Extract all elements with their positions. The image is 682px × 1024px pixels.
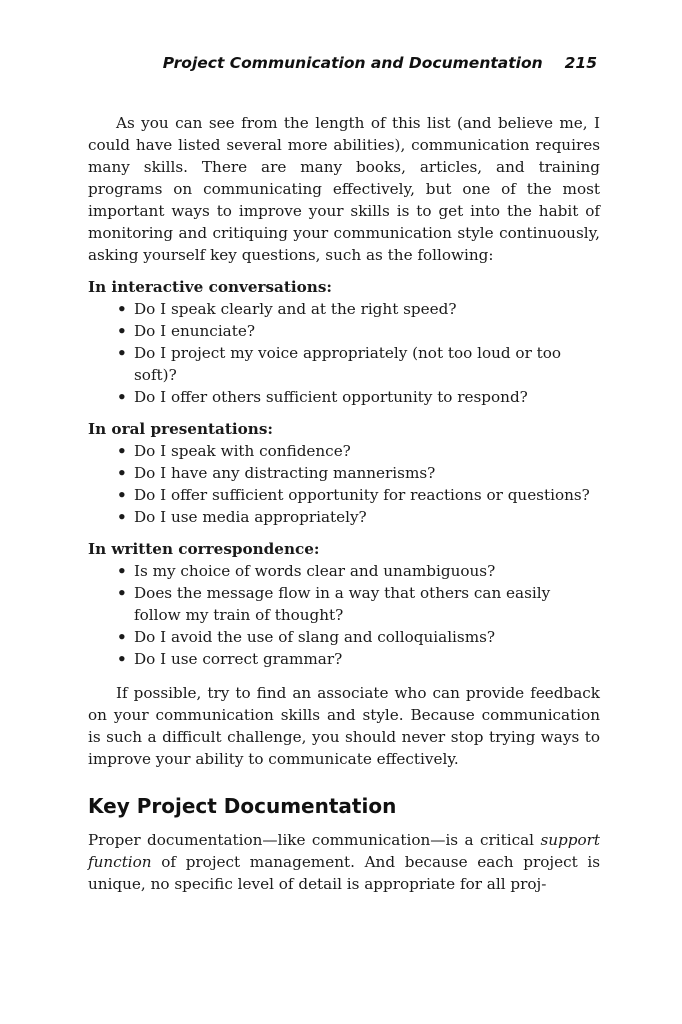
list-item: [88, 386, 600, 408]
list-item: [88, 582, 600, 626]
section-text-italic: support function: [88, 831, 600, 871]
question-group: [88, 276, 600, 408]
bullet-icon: •: [117, 628, 127, 646]
bullet-icon: •: [117, 650, 127, 668]
question-group: [88, 418, 600, 528]
list-item-text: Do I avoid the use of slang and colloquialisms?: [134, 628, 496, 646]
list-item-text: Do I speak with confidence?: [134, 442, 351, 460]
list-item-text: Do I have any distracting mannerisms?: [134, 464, 436, 482]
bullet-icon: •: [117, 442, 127, 460]
running-head: [0, 54, 597, 72]
bullet-icon: •: [117, 562, 127, 580]
list-item: [88, 484, 600, 506]
group-heading: In written correspondence:: [88, 540, 320, 558]
bullet-list: [88, 560, 600, 670]
list-item: [88, 626, 600, 648]
section-paragraph: [88, 829, 600, 895]
list-item-text: Do I speak clearly and at the right speed?: [134, 300, 457, 318]
running-title: Project Communication and Documentation: [162, 54, 543, 72]
bullet-icon: •: [117, 322, 127, 340]
question-group: [88, 538, 600, 670]
body-text: [88, 112, 600, 895]
list-item: [88, 320, 600, 342]
bullet-list: [88, 440, 600, 528]
bullet-icon: •: [117, 584, 127, 602]
section-heading: Key Project Documentation: [88, 794, 397, 818]
list-item: [88, 298, 600, 320]
bullet-icon: •: [117, 388, 127, 406]
list-item-text: Is my choice of words clear and unambiguous?: [134, 562, 496, 580]
list-item-text: Do I use correct grammar?: [134, 650, 343, 668]
section-text-end: of project management. And because each project is unique, no specific level of detail is appropriate for all proj-: [88, 853, 600, 893]
closing-paragraph: If possible, try to find an associate who can provide feedback on your communication skills and style. Because communication is such a difficult challenge, you should never stop trying ways to improve your ability to communicate effectively.: [88, 684, 600, 768]
bullet-icon: •: [117, 486, 127, 504]
bullet-icon: •: [117, 464, 127, 482]
list-item: [88, 648, 600, 670]
list-item: [88, 440, 600, 462]
list-item-text: Do I project my voice appropriately (not too loud or too soft)?: [134, 344, 562, 384]
list-item: [88, 462, 600, 484]
bullet-list: [88, 298, 600, 408]
list-item-text: Do I use media appropriately?: [134, 508, 367, 526]
intro-paragraph: As you can see from the length of this list (and believe me, I could have listed several more abilities), communication requires many skills. There are many books, articles, and training programs on communicating effectively, but one of the most important ways to improve your skills is to get into the habit of monitoring and critiquing your communication style continuously, asking yourself key questions, such as the following:: [88, 114, 600, 264]
list-item-text: Does the message flow in a way that others can easily follow my train of thought?: [134, 584, 551, 624]
page-number: 215: [564, 54, 597, 72]
bullet-icon: •: [117, 508, 127, 526]
bullet-icon: •: [117, 344, 127, 362]
bullet-icon: •: [117, 300, 127, 318]
group-heading: In oral presentations:: [88, 420, 273, 438]
list-item-text: Do I offer others sufficient opportunity to respond?: [134, 388, 528, 406]
list-item: [88, 506, 600, 528]
list-item-text: Do I offer sufficient opportunity for reactions or questions?: [134, 486, 590, 504]
list-item-text: Do I enunciate?: [134, 322, 255, 340]
list-item: [88, 342, 600, 386]
group-heading: In interactive conversations:: [88, 278, 332, 296]
section-text-start: Proper documentation—like communication—is a critical: [88, 831, 541, 849]
list-item: [88, 560, 600, 582]
